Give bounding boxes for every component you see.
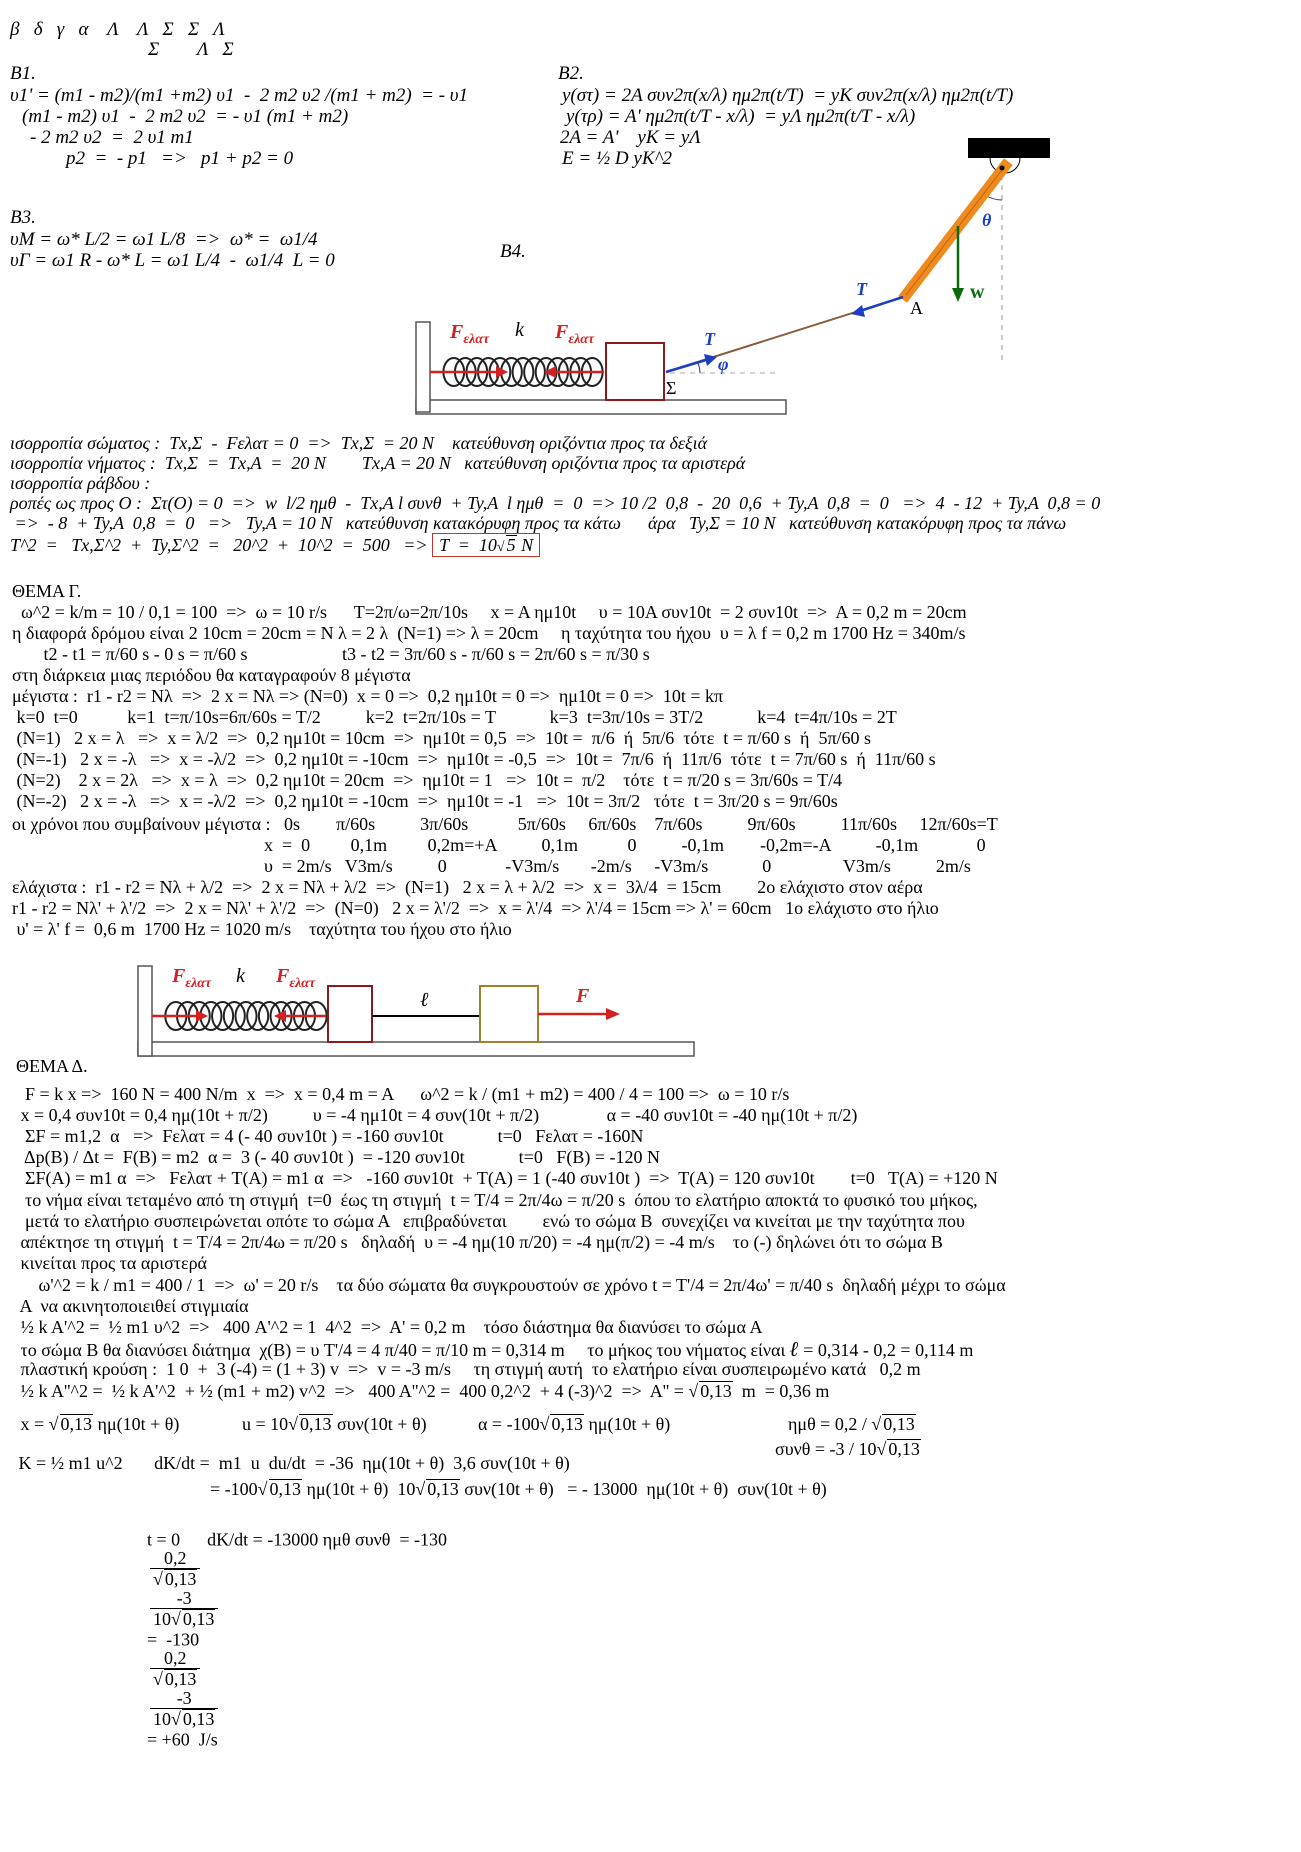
d-floor	[138, 1042, 694, 1056]
theme-g-title: ΘΕΜΑ Γ.	[12, 581, 82, 601]
theme-g-line: ελάχιστα : r1 - r2 = Nλ + λ/2 => 2 x = Nλ + λ/2 => (N=1) 2 x = λ + λ/2 => x = 3λ/4 = 15cm 2ο ελάχιστο στον αέρα	[12, 877, 923, 897]
spring-coil	[224, 1002, 245, 1030]
theme-g-line: υ = 2m/s V3m/s 0 -V3m/s -2m/s -V3m/s 0 V3m/s 2m/s	[12, 856, 971, 876]
eq-kinetic-rate-2: = -100√ 0,13 ημ(10t + θ) 10√ 0,13 συν(10t + θ) = - 13000 ημ(10t + θ) συν(10t + θ)	[210, 1479, 827, 1499]
theme-d-line: x = 0,4 συν10t = 0,4 ημ(10t + π/2) υ = -4 ημ10t = 4 συν(10t + π/2) α = -40 συν10t = -40 ημ(10t + π/2)	[16, 1105, 858, 1125]
theme-g-line: r1 - r2 = Nλ' + λ'/2 => 2 x = Nλ' + λ'/2 => (N=0) 2 x = λ'/2 => x = λ'/4 => λ'/4 = 15cm => λ' = 60cm 1ο ελάχιστο στο ήλιο	[12, 898, 939, 918]
b2-line: E = ½ D yK^2	[562, 148, 673, 169]
d-force-label: F	[576, 985, 590, 1007]
b4-final-line: T^2 = Tx,Σ^2 + Ty,Σ^2 = 20^2 + 10^2 = 500 => T = 10√ 5 N	[10, 535, 540, 555]
b3-line: υΜ = ω* L/2 = ω1 L/8 => ω* = ω1/4	[10, 229, 318, 250]
ell-symbol: ℓ	[789, 1337, 799, 1361]
theme-g-line: (N=2) 2 x = 2λ => x = λ => 0,2 ημ10t = 20cm => ημ10t = 1 => 10t = π/2 τότε t = π/20 s = 3π/60s = T/4	[12, 770, 843, 790]
eq-u: u = 10√ 0,13 συν(10t + θ)	[242, 1414, 427, 1434]
b4-line: ροπές ως προς Ο : Στ(Ο) = 0 => w l/2 ημθ - Tx,A l συνθ + Ty,A l ημθ = 0 => 10 /2 0,8 - 20 0,6 + Ty,A 0,8 = 0 => 4 - 12 + Ty,A 0,8 = 0	[10, 493, 1101, 513]
b4-theta-label: θ	[982, 210, 992, 230]
eq-kinetic-rate-1: K = ½ m1 u^2 dK/dt = m1 u du/dt = -36 ημ(10t + θ) 3,6 συν(10t + θ)	[14, 1453, 570, 1473]
d-force-arrowhead	[606, 1008, 620, 1020]
b2-line: y(στ) = 2A συν2π(x/λ) ημ2π(t/T) = yK συν2π(x/λ) ημ2π(t/T)	[562, 85, 1014, 106]
theme-d-line: ΣF = m1,2 α => Fελατ = 4 (- 40 συν10t ) = -160 συν10t t=0 Fελατ = -160N	[16, 1126, 644, 1146]
b4-weight-label: w	[970, 281, 985, 303]
theme-d-line: Δp(B) / Δt = F(B) = m2 α = 3 (- 40 συν10t ) = -120 συν10t t=0 F(B) = -120 N	[16, 1147, 660, 1167]
b3-line: υΓ = ω1 R - ω* L = ω1 L/4 - ω1/4 L = 0	[10, 250, 335, 271]
theme-d-line: ½ k A'^2 = ½ m1 υ^2 => 400 A'^2 = 1 4^2 => A' = 0,2 m τόσο διάστημα θα διανύσει το σώμα Α	[16, 1317, 763, 1337]
theme-d-line: απέκτησε τη στιγμή t = T/4 = 2π/4ω = π/20 s δηλαδή υ = -4 ημ(10 π/20) = -4 ημ(π/2) = -4 m/s το (-) δηλώνει ότι το σώμα Β	[16, 1232, 943, 1252]
theme-g-line: οι χρόνοι που συμβαίνουν μέγιστα : 0s π/60s 3π/60s 5π/60s 6π/60s 7π/60s 9π/60s 11π/60s 12π/60s=T	[12, 814, 998, 834]
d-spring-force-arrowhead-left	[196, 1010, 208, 1022]
b4-spring-force-label-right: $F_{\varepsilon\lambda\alpha\tau}$	[555, 321, 595, 347]
theme-g-line: k=0 t=0 k=1 t=π/10s=6π/60s = T/2 k=2 t=2π/10s = T k=3 t=3π/10s = 3T/2 k=4 t=4π/10s = 2T	[12, 707, 897, 727]
b1-line: υ1' = (m1 - m2)/(m1 +m2) υ1 - 2 m2 υ2 /(m1 + m2) = - υ1	[10, 85, 469, 106]
b2-line: y(τρ) = A' ημ2π(t/T - x/λ) = yΛ ημ2π(t/T - x/λ)	[566, 106, 916, 127]
spring-coil	[212, 1002, 233, 1030]
theme-d-line: ω'^2 = k / m1 = 400 / 1 => ω' = 20 r/s τα δύο σώματα θα συγκρουστούν σε χρόνο t = T'/4 = 2π/4ω' = π/40 s δηλαδή μέχρι το σώμα	[16, 1275, 1006, 1295]
theme-d-line: κινείται προς τα αριστερά	[16, 1253, 207, 1273]
b4-spring-force-label-left: $F_{\varepsilon\lambda\alpha\tau}$	[450, 321, 490, 347]
header-row-1: β δ γ α Λ Λ Σ Σ Λ	[10, 19, 225, 40]
b4-title: Β4.	[500, 241, 526, 262]
b1-line: - 2 m2 υ2 = 2 υ1 m1	[30, 127, 194, 148]
b4-line: => - 8 + Ty,A 0,8 = 0 => Ty,A = 10 N κατεύθυνση κατακόρυφη προς τα κάτω άρα Ty,Σ = 10 N κατεύθυνση κατακόρυφη προς τα πάνω	[10, 513, 1067, 533]
b1-line: (m1 - m2) υ1 - 2 m2 υ2 = - υ1 (m1 + m2)	[22, 106, 349, 127]
b4-sigma-label: Σ	[666, 378, 677, 398]
b4-final-answer: T = 10√ 5 N	[432, 533, 540, 557]
theme-g-line: (N=-1) 2 x = -λ => x = -λ/2 => 0,2 ημ10t = -10cm => ημ10t = -0,5 => 10t = 7π/6 ή 11π/6 τότε t = 7π/60 s ή 11π/60 s	[12, 749, 936, 769]
d-spring-constant-label: k	[236, 965, 245, 987]
eq-sin-theta: ημθ = 0,2 / √ 0,13	[788, 1414, 915, 1434]
spring-coil	[247, 1002, 268, 1030]
block-b	[480, 986, 538, 1042]
fraction-sin-repeat: $\frac{0,2}{√ 0,13}$	[150, 1649, 200, 1689]
theme-g-line: μέγιστα : r1 - r2 = Nλ => 2 x = Nλ => (N=0) x = 0 => 0,2 ημ10t = 0 => ημ10t = 0 => 10t = kπ	[12, 686, 724, 706]
b4-line: ισορροπία σώματος : Tx,Σ - Fελατ = 0 => Tx,Σ = 20 N κατεύθυνση οριζόντια προς τα δεξιά	[10, 433, 708, 453]
d-spring-force-label-left: $F_{\varepsilon\lambda\alpha\tau}$	[172, 965, 212, 991]
theme-d-line: το νήμα είναι τεταμένο από τη στιγμή t=0 έως τη στιγμή t = T/4 = 2π/4ω = π/20 s όπου το ελατήριο αποκτά το φυσικό του μήκος,	[16, 1190, 978, 1210]
block-a	[328, 986, 372, 1042]
b4-line: ισορροπία ράβδου :	[10, 473, 151, 493]
fraction-cos: $\frac{-3}{10√ 0,13}$	[150, 1589, 218, 1629]
theme-g-line: υ' = λ' f = 0,6 m 1700 Hz = 1020 m/s ταχύτητα του ήχου στο ήλιο	[12, 919, 512, 939]
eq-x: x = √ 0,13 ημ(10t + θ)	[16, 1414, 180, 1434]
b4-tension-label-block: T	[704, 329, 715, 349]
b4-spring-constant-label: k	[515, 319, 524, 341]
b4-line: ισορροπία νήματος : Tx,Σ = Tx,A = 20 N Tx,A = 20 N κατεύθυνση οριζόντια προς τα αριστερά	[10, 453, 746, 473]
b4-phi-label: φ	[718, 354, 729, 374]
theme-g-line: (N=-2) 2 x = -λ => x = -λ/2 => 0,2 ημ10t = -10cm => ημ10t = -1 => 10t = 3π/2 τότε t = 3π/20 s = 9π/60s	[12, 791, 838, 811]
theme-g-line: t2 - t1 = π/60 s - 0 s = π/60 s t3 - t2 = 3π/60 s - π/60 s = 2π/60 s = π/30 s	[12, 644, 650, 664]
eq-t0-result: t = 0 dK/dt = -13000 ημθ συνθ = -130 $\frac{0,2}{√ 0,13}$ $\frac{-3}{10√ 0,13}$ = -130 $\frac{0,2}{√ 0,13}$ $\frac{-3}{10√ 0,13}$ = +60 J/s	[147, 1529, 448, 1750]
d-spring-force-label-right: $F_{\varepsilon\lambda\alpha\tau}$	[276, 965, 316, 991]
theme-g-line: ω^2 = k/m = 10 / 0,1 = 100 => ω = 10 r/s T=2π/ω=2π/10s x = A ημ10t υ = 10A συν10t = 2 συν10t => A = 0,2 m = 20cm	[12, 602, 967, 622]
fraction-sin: $\frac{0,2}{√ 0,13}$	[150, 1549, 200, 1589]
theme-d-line-with-ell: το σώμα Β θα διανύσει διάτημα χ(Β) = υ T'/4 = 4 π/40 = π/10 m = 0,314 m το μήκος του νήματος είναι ℓ = 0,314 - 0,2 = 0,114 m	[16, 1337, 974, 1361]
eq-a: α = -100√ 0,13 ημ(10t + θ)	[478, 1414, 671, 1434]
d-string-length-label: ℓ	[420, 989, 429, 1011]
theme-d-line: ΣF(A) = m1 α => Fελατ + T(A) = m1 α => -160 συν10t + T(A) = 1 (-40 συν10t ) => T(A) = 120 συν10t t=0 T(A) = +120 N	[16, 1168, 998, 1188]
theme-d-line: F = k x => 160 N = 400 N/m x => x = 0,4 m = A ω^2 = k / (m1 + m2) = 400 / 4 = 100 => ω = 10 r/s	[16, 1084, 790, 1104]
b4-tension-label-a: T	[856, 279, 867, 299]
fraction-cos-repeat: $\frac{-3}{10√ 0,13}$	[150, 1689, 218, 1729]
theme-g-line: η διαφορά δρόμου είναι 2 10cm = 20cm = N λ = 2 λ (N=1) => λ = 20cm η ταχύτητα του ήχου υ = λ f = 0,2 m 1700 Hz = 340m/s	[12, 623, 966, 643]
b1-title: Β1.	[10, 63, 36, 84]
d-wall	[138, 966, 152, 1056]
b3-title: Β3.	[10, 207, 36, 228]
b2-line: 2A = A' yK = yΛ	[560, 127, 701, 148]
theme-d-line: πλαστική κρούση : 1 0 + 3 (-4) = (1 + 3) v => v = -3 m/s τη στιγμή αυτή το ελατήριο είναι συσπειρωμένο κατά 0,2 m	[16, 1359, 921, 1379]
theme-d-line: μετά το ελατήριο συσπειρώνεται οπότε το σώμα Α επιβραδύνεται ενώ το σώμα Β συνεχίζει να κινείται με την ταχύτητα που	[16, 1211, 965, 1231]
theme-g-line: στη διάρκεια μιας περιόδου θα καταγραφούν 8 μέγιστα	[12, 665, 411, 685]
theme-d-line: A να ακινητοποιειθεί στιγμιαία	[16, 1296, 249, 1316]
b2-title: Β2.	[558, 63, 584, 84]
theme-g-line: (N=1) 2 x = λ => x = λ/2 => 0,2 ημ10t = 10cm => ημ10t = 0,5 => 10t = π/6 ή 5π/6 τότε t = π/60 s ή 5π/60 s	[12, 728, 872, 748]
b4-a-label: A	[910, 298, 923, 318]
theme-d-energy-line: ½ k A''^2 = ½ k A'^2 + ½ (m1 + m2) v^2 => 400 A''^2 = 400 0,2^2 + 4 (-3)^2 => A'' = √ 0,13 m = 0,36 m	[16, 1381, 830, 1401]
theme-d-title: ΘΕΜΑ Δ.	[16, 1056, 88, 1076]
theme-g-line: x = 0 0,1m 0,2m=+A 0,1m 0 -0,1m -0,2m=-A -0,1m 0	[12, 835, 986, 855]
header-row-2: Σ Λ Σ	[148, 39, 234, 60]
eq-cos-theta: συνθ = -3 / 10√ 0,13	[775, 1439, 920, 1459]
spring-coil	[235, 1002, 256, 1030]
b1-line: p2 = - p1 => p1 + p2 = 0	[66, 148, 294, 169]
